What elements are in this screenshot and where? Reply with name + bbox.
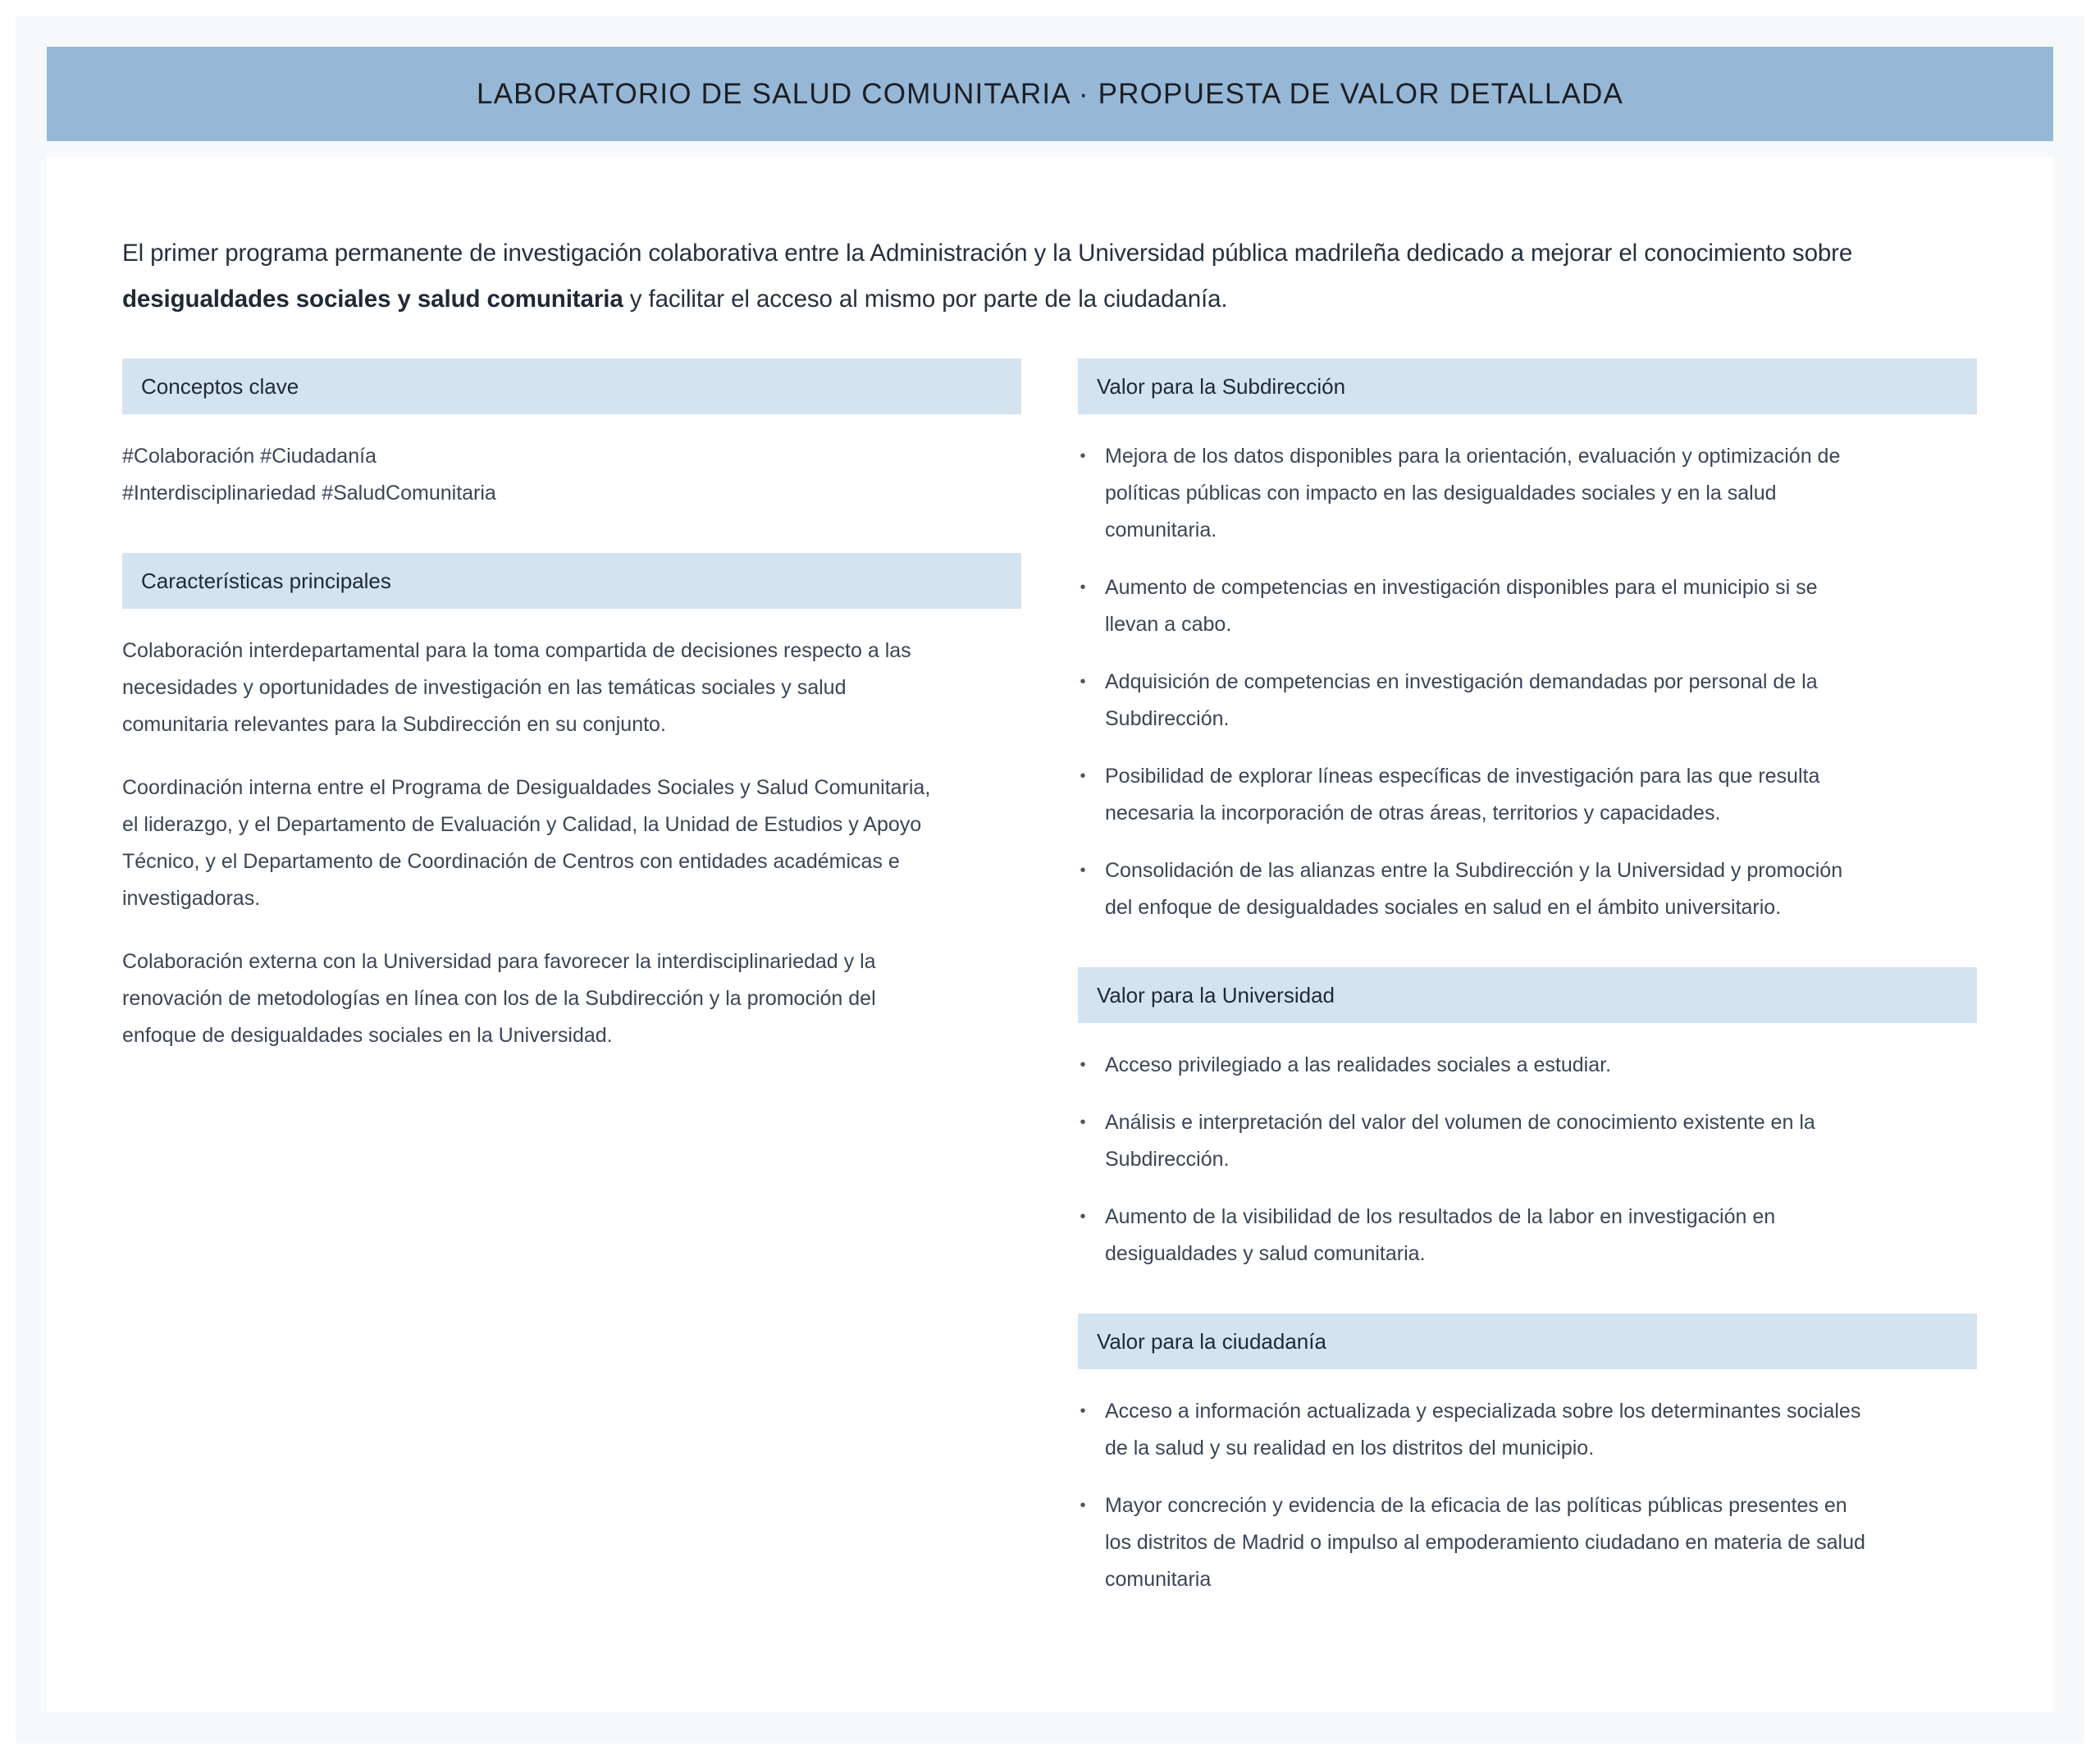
bullet-icon: • <box>1080 1208 1086 1226</box>
intro-text-start: El primer programa permanente de investigación colaborativa entre la Administración y la Universidad pública madrileña dedicado a mejorar el conocimiento sobre <box>122 240 1853 267</box>
list-item-text: Mejora de los datos disponibles para la orientación, evaluación y optimización de políticas públicas con impacto en las desigualdades sociales y en la salud comunitaria. <box>1105 445 1841 541</box>
bullet-icon: • <box>1080 447 1086 465</box>
feature-paragraph: Colaboración externa con la Universidad para favorecer la interdisciplinariedad y la renovación de metodologías en línea con los de la Subdirección y la promoción del enfoque de desigualdades sociales en la Universidad. <box>122 950 876 1047</box>
content-panel <box>47 157 2053 1712</box>
list-item-text: Aumento de competencias en investigación disponibles para el municipio si se llevan a cabo. <box>1105 576 1818 636</box>
section-conceptos-clave <box>122 359 1021 512</box>
feature-paragraph: Colaboración interdepartamental para la toma compartida de decisiones respecto a las necesidades y oportunidades de investigación en las temáticas sociales y salud comunitaria relevantes para la Subdirección en su conjunto. <box>122 639 911 736</box>
section-heading-valor-ciudadania: Valor para la ciudadanía <box>1078 1314 1977 1369</box>
intro-paragraph <box>122 231 1978 322</box>
two-column-layout <box>122 359 1978 1639</box>
section-heading-valor-subdireccion: Valor para la Subdirección <box>1078 359 1977 414</box>
tags-line: #Colaboración #Ciudadanía <box>122 445 377 468</box>
section-heading-caracteristicas: Características principales <box>122 553 1021 609</box>
right-column <box>1078 359 1977 1639</box>
list-item-text: Acceso privilegiado a las realidades sociales a estudiar. <box>1105 1053 1612 1076</box>
left-column <box>122 359 1021 1639</box>
list-item <box>1078 1393 1874 1467</box>
universidad-list <box>1078 1047 1898 1272</box>
tags-line: #Interdisciplinariedad #SaludComunitaria <box>122 482 496 505</box>
list-item <box>1078 1487 1874 1598</box>
subdireccion-list <box>1078 438 1898 926</box>
section-caracteristicas-principales <box>122 553 1021 1054</box>
section-valor-ciudadania <box>1078 1314 1977 1598</box>
bullet-icon: • <box>1080 1056 1086 1074</box>
key-concepts-tags <box>122 414 943 512</box>
list-item-text: Consolidación de las alianzas entre la Subdirección y la Universidad y promoción del enfoque de desigualdades sociales en salud en el ámbito universitario. <box>1105 859 1843 919</box>
list-item-text: Mayor concreción y evidencia de la eficacia de las políticas públicas presentes en los distritos de Madrid o impulso al empoderamiento ciudadano en materia de salud comunitaria <box>1105 1494 1865 1591</box>
bullet-icon: • <box>1080 1496 1086 1515</box>
section-heading-valor-universidad: Valor para la Universidad <box>1078 967 1977 1023</box>
bullet-icon: • <box>1080 1113 1086 1131</box>
section-heading-conceptos-clave: Conceptos clave <box>122 359 1021 414</box>
universidad-body <box>1078 1023 1898 1272</box>
list-item <box>1078 664 1874 738</box>
bullet-icon: • <box>1080 578 1086 596</box>
list-item-text: Adquisición de competencias en investigación demandadas por personal de la Subdirección. <box>1105 670 1818 730</box>
title-banner <box>47 47 2053 141</box>
list-item <box>1078 852 1874 926</box>
bullet-icon: • <box>1080 767 1086 785</box>
page-title: LABORATORIO DE SALUD COMUNITARIA · PROPUESTA DE VALOR DETALLADA <box>476 77 1624 110</box>
list-item <box>1078 569 1874 643</box>
ciudadania-list <box>1078 1393 1898 1598</box>
section-valor-subdireccion <box>1078 359 1977 926</box>
ciudadania-body <box>1078 1369 1898 1598</box>
list-item <box>1078 438 1874 549</box>
bullet-icon: • <box>1080 861 1086 880</box>
feature-paragraph: Coordinación interna entre el Programa de Desigualdades Sociales y Salud Comunitaria, el liderazgo, y el Departamento de Evaluación y Calidad, la Unidad de Estudios y Apoyo Técnico, y el Departamento de Coordinación de Centros con entidades académicas e investigadoras. <box>122 776 931 910</box>
list-item <box>1078 1104 1874 1178</box>
intro-text-end: y facilitar el acceso al mismo por parte de la ciudadanía. <box>623 286 1228 313</box>
list-item-text: Aumento de la visibilidad de los resultados de la labor en investigación en desigualdades y salud comunitaria. <box>1105 1205 1776 1265</box>
bullet-icon: • <box>1080 1402 1086 1420</box>
bullet-icon: • <box>1080 673 1086 691</box>
intro-text-bold: desigualdades sociales y salud comunitaria <box>122 286 623 313</box>
features-body <box>122 609 943 1054</box>
list-item-text: Análisis e interpretación del valor del volumen de conocimiento existente en la Subdirección. <box>1105 1111 1815 1171</box>
subdireccion-body <box>1078 414 1898 926</box>
list-item-text: Acceso a información actualizada y especializada sobre los determinantes sociales de la salud y su realidad en los distritos del municipio. <box>1105 1400 1861 1460</box>
list-item <box>1078 1047 1874 1084</box>
section-valor-universidad <box>1078 967 1977 1272</box>
list-item-text: Posibilidad de explorar líneas específicas de investigación para las que resulta necesaria la incorporación de otras áreas, territorios y capacidades. <box>1105 765 1820 825</box>
list-item <box>1078 758 1874 832</box>
list-item <box>1078 1199 1874 1272</box>
